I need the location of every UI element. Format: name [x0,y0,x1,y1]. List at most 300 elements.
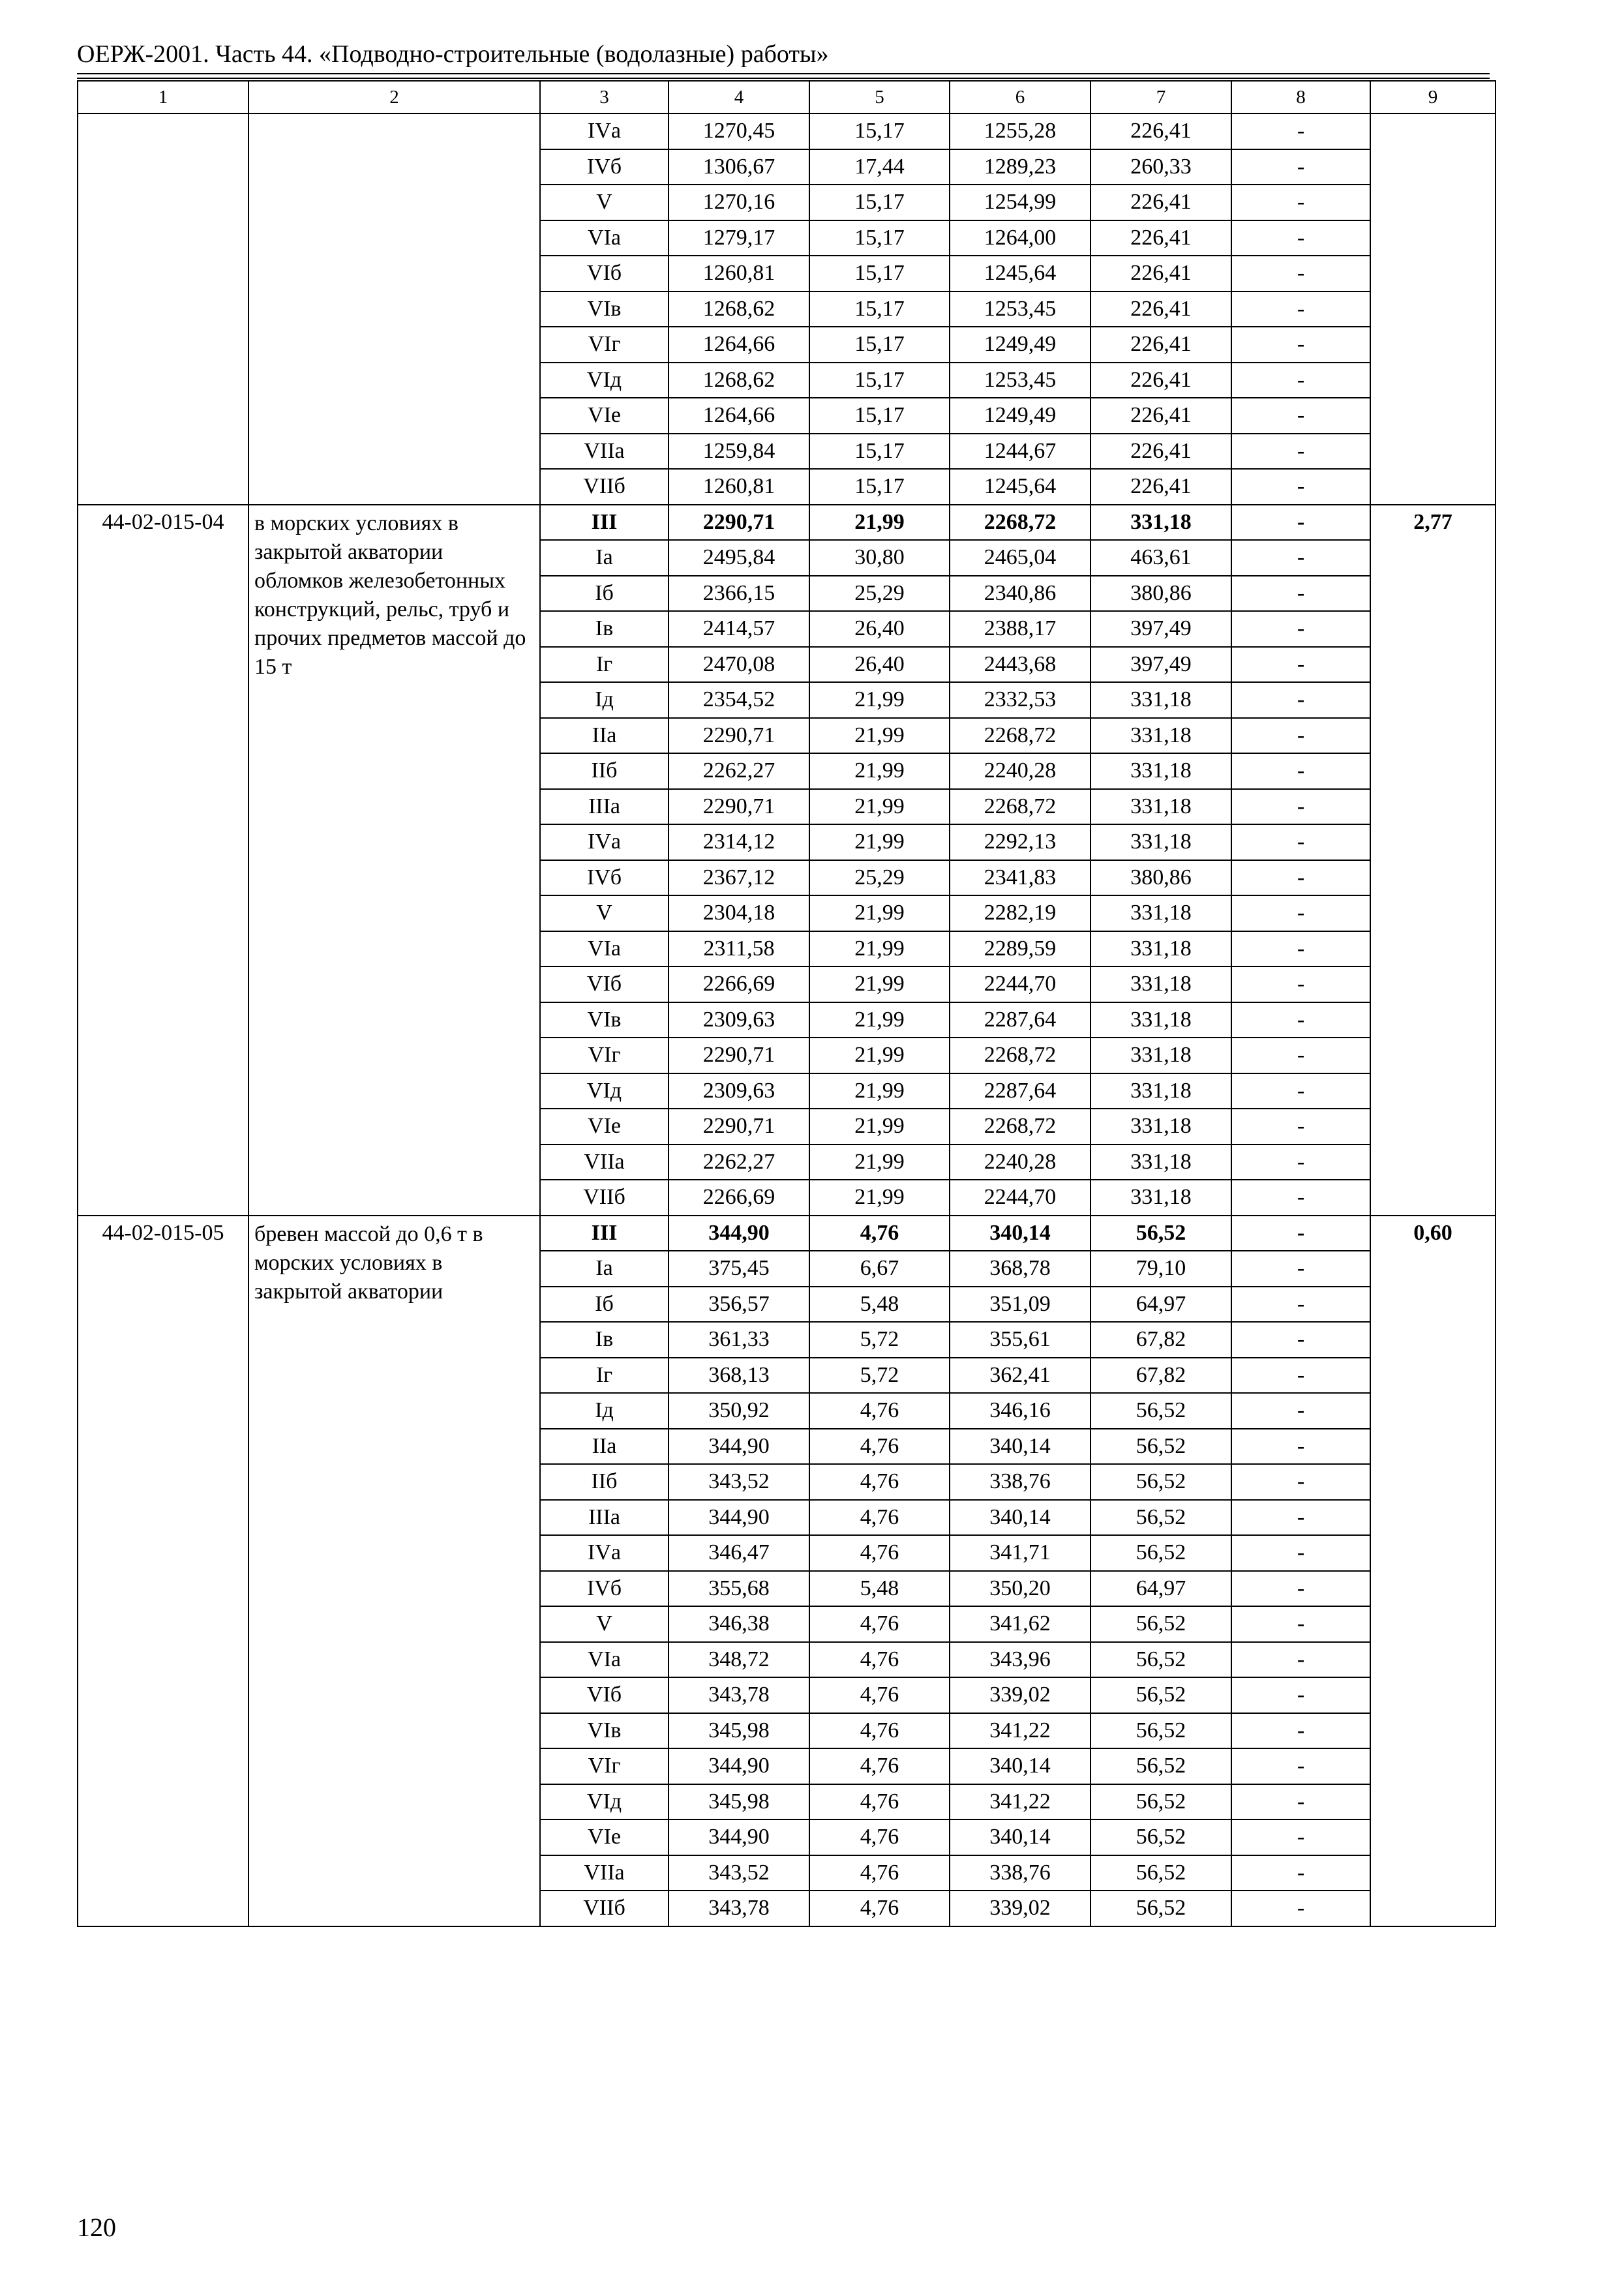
col4-cell: 368,13 [669,1358,809,1394]
col6-cell: 343,96 [950,1642,1090,1678]
zone-cell: VIд [540,363,669,398]
col7-cell: 56,52 [1090,1677,1231,1713]
col4-cell: 2366,15 [669,576,809,612]
col4-cell: 2290,71 [669,789,809,825]
rates-table-body [78,81,1496,1926]
col8-cell: - [1231,860,1370,896]
col4-cell: 2470,08 [669,647,809,683]
col5-cell: 21,99 [809,895,950,931]
col6-cell: 2443,68 [950,647,1090,683]
zone-cell: IIб [540,753,669,789]
zone-cell: VIг [540,1038,669,1073]
zone-cell: VIа [540,1642,669,1678]
zone-cell: Iа [540,1251,669,1287]
col5-cell: 21,99 [809,1073,950,1109]
col5-cell: 4,76 [809,1535,950,1571]
col6-cell: 338,76 [950,1855,1090,1891]
col6-cell: 339,02 [950,1891,1090,1926]
zone-cell: VIв [540,1713,669,1749]
zone-cell: VIа [540,220,669,256]
col5-cell: 21,99 [809,753,950,789]
col8-cell: - [1231,1677,1370,1713]
col7-cell: 331,18 [1090,505,1231,541]
col7-cell: 56,52 [1090,1429,1231,1465]
zone-cell: VIIа [540,1144,669,1180]
col7-cell: 56,52 [1090,1642,1231,1678]
col7-cell: 397,49 [1090,647,1231,683]
col5-cell: 15,17 [809,469,950,505]
zone-cell: VIIа [540,434,669,470]
col5-cell: 4,76 [809,1855,950,1891]
zone-cell: III [540,505,669,541]
zone-cell: V [540,185,669,220]
col4-cell: 2304,18 [669,895,809,931]
col7-cell: 397,49 [1090,611,1231,647]
col5-cell: 4,76 [809,1642,950,1678]
description-cell: бревен массой до 0,6 т в морских условиях в закрытой акватории [248,1216,540,1926]
zone-cell: Iв [540,611,669,647]
col7-cell: 226,41 [1090,185,1231,220]
col7-cell: 56,52 [1090,1393,1231,1429]
col6-cell: 341,71 [950,1535,1090,1571]
col8-cell: - [1231,363,1370,398]
code-cell [78,113,248,505]
description-cell [248,113,540,505]
col5-cell: 15,17 [809,113,950,149]
col8-cell: - [1231,966,1370,1002]
col4-cell: 2311,58 [669,931,809,967]
col7-cell: 331,18 [1090,966,1231,1002]
col6-cell: 1289,23 [950,149,1090,185]
col5-cell: 21,99 [809,789,950,825]
col5-cell: 4,76 [809,1891,950,1926]
col8-cell: - [1231,1002,1370,1038]
col7-cell: 331,18 [1090,753,1231,789]
col6-cell: 368,78 [950,1251,1090,1287]
col6-cell: 1245,64 [950,469,1090,505]
col4-cell: 355,68 [669,1571,809,1607]
col8-cell: - [1231,718,1370,754]
col4-cell: 350,92 [669,1393,809,1429]
zone-cell: IIIа [540,789,669,825]
zone-cell: VIб [540,1677,669,1713]
col5-cell: 21,99 [809,1038,950,1073]
col7-cell: 226,41 [1090,292,1231,327]
page-number: 120 [77,2213,116,2242]
col8-cell: - [1231,1891,1370,1926]
col5-cell: 4,76 [809,1748,950,1784]
col4-cell: 343,52 [669,1855,809,1891]
col5-cell: 6,67 [809,1251,950,1287]
col8-cell: - [1231,1535,1370,1571]
col5-cell: 30,80 [809,540,950,576]
col4-cell: 2290,71 [669,1109,809,1144]
col7-cell: 226,41 [1090,220,1231,256]
col7-cell: 56,52 [1090,1464,1231,1500]
col4-cell: 2495,84 [669,540,809,576]
col6-cell: 339,02 [950,1677,1090,1713]
col8-cell: - [1231,895,1370,931]
col6-cell: 340,14 [950,1216,1090,1251]
col6-cell: 351,09 [950,1287,1090,1323]
col6-cell: 338,76 [950,1464,1090,1500]
col5-cell: 21,99 [809,931,950,967]
col6-cell: 2268,72 [950,1109,1090,1144]
col6-cell: 340,14 [950,1748,1090,1784]
col4-cell: 346,38 [669,1606,809,1642]
col5-cell: 15,17 [809,327,950,363]
col4-cell: 344,90 [669,1748,809,1784]
col4-cell: 1270,45 [669,113,809,149]
col4-cell: 1306,67 [669,149,809,185]
col7-cell: 331,18 [1090,1144,1231,1180]
column-number-row [78,81,1496,113]
col4-cell: 2354,52 [669,682,809,718]
zone-cell: Iб [540,576,669,612]
col6-cell: 1264,00 [950,220,1090,256]
col6-cell: 1244,67 [950,434,1090,470]
zone-cell: IIб [540,1464,669,1500]
col4-cell: 2290,71 [669,1038,809,1073]
col5-cell: 15,17 [809,185,950,220]
col4-cell: 2262,27 [669,753,809,789]
col6-cell: 2244,70 [950,1180,1090,1216]
col5-cell: 4,76 [809,1677,950,1713]
col8-cell: - [1231,1180,1370,1216]
col7-cell: 56,52 [1090,1535,1231,1571]
table-row [78,113,1496,149]
col8-cell: - [1231,1571,1370,1607]
col8-cell: - [1231,540,1370,576]
col8-cell: - [1231,327,1370,363]
col8-cell: - [1231,1216,1370,1251]
col4-cell: 2262,27 [669,1144,809,1180]
col8-cell: - [1231,1393,1370,1429]
col4-cell: 1259,84 [669,434,809,470]
column-number: 8 [1231,81,1370,113]
col5-cell: 21,99 [809,1144,950,1180]
col6-cell: 2282,19 [950,895,1090,931]
col6-cell: 1249,49 [950,398,1090,434]
zone-cell: Iа [540,540,669,576]
col4-cell: 2290,71 [669,718,809,754]
col6-cell: 340,14 [950,1819,1090,1855]
col7-cell: 226,41 [1090,434,1231,470]
col5-cell: 21,99 [809,718,950,754]
col6-cell: 2287,64 [950,1002,1090,1038]
col8-cell: - [1231,753,1370,789]
col4-cell: 344,90 [669,1819,809,1855]
zone-cell: VIа [540,931,669,967]
column-number: 3 [540,81,669,113]
col6-cell: 2465,04 [950,540,1090,576]
col7-cell: 331,18 [1090,824,1231,860]
col6-cell: 2341,83 [950,860,1090,896]
col8-cell: - [1231,185,1370,220]
col8-cell: - [1231,647,1370,683]
zone-cell: IVа [540,824,669,860]
col6-cell: 2287,64 [950,1073,1090,1109]
col4-cell: 1268,62 [669,363,809,398]
col4-cell: 344,90 [669,1500,809,1536]
col5-cell: 4,76 [809,1216,950,1251]
col5-cell: 17,44 [809,149,950,185]
col5-cell: 21,99 [809,1109,950,1144]
code-cell: 44-02-015-04 [78,505,248,1216]
zone-cell: VIIб [540,469,669,505]
col8-cell: - [1231,149,1370,185]
col7-cell: 226,41 [1090,113,1231,149]
col6-cell: 1254,99 [950,185,1090,220]
col8-cell: - [1231,1784,1370,1820]
zone-cell: VIе [540,398,669,434]
col7-cell: 56,52 [1090,1500,1231,1536]
zone-cell: Iг [540,647,669,683]
col7-cell: 331,18 [1090,931,1231,967]
col5-cell: 15,17 [809,256,950,292]
col8-cell: - [1231,1251,1370,1287]
col5-cell: 5,72 [809,1358,950,1394]
col7-cell: 331,18 [1090,718,1231,754]
zone-cell: VIIб [540,1891,669,1926]
col4-cell: 346,47 [669,1535,809,1571]
col7-cell: 56,52 [1090,1216,1231,1251]
col5-cell: 5,48 [809,1287,950,1323]
column-number: 7 [1090,81,1231,113]
zone-cell: IIа [540,1429,669,1465]
table-row [78,505,1496,541]
zone-cell: Iг [540,1358,669,1394]
zone-cell: VIв [540,1002,669,1038]
col5-cell: 21,99 [809,1002,950,1038]
col8-cell: - [1231,1287,1370,1323]
col7-cell: 331,18 [1090,1180,1231,1216]
rates-table [77,80,1496,1927]
col6-cell: 1245,64 [950,256,1090,292]
col5-cell: 15,17 [809,434,950,470]
col8-cell: - [1231,1358,1370,1394]
col4-cell: 1270,16 [669,185,809,220]
zone-cell: IVа [540,113,669,149]
col7-cell: 331,18 [1090,682,1231,718]
code-cell: 44-02-015-05 [78,1216,248,1926]
zone-cell: VIе [540,1819,669,1855]
column-number: 4 [669,81,809,113]
col6-cell: 340,14 [950,1500,1090,1536]
col4-cell: 348,72 [669,1642,809,1678]
col9-cell: 0,60 [1370,1216,1496,1926]
col6-cell: 341,22 [950,1713,1090,1749]
col6-cell: 2268,72 [950,1038,1090,1073]
col5-cell: 4,76 [809,1784,950,1820]
col5-cell: 4,76 [809,1713,950,1749]
col9-cell [1370,113,1496,505]
col8-cell: - [1231,611,1370,647]
col5-cell: 15,17 [809,398,950,434]
col8-cell: - [1231,1642,1370,1678]
col5-cell: 21,99 [809,824,950,860]
col4-cell: 1264,66 [669,327,809,363]
col4-cell: 361,33 [669,1322,809,1358]
col6-cell: 2268,72 [950,718,1090,754]
col6-cell: 2340,86 [950,576,1090,612]
col8-cell: - [1231,1748,1370,1784]
col7-cell: 260,33 [1090,149,1231,185]
col7-cell: 226,41 [1090,327,1231,363]
col7-cell: 56,52 [1090,1748,1231,1784]
col4-cell: 345,98 [669,1713,809,1749]
col4-cell: 1279,17 [669,220,809,256]
col5-cell: 21,99 [809,682,950,718]
col4-cell: 1264,66 [669,398,809,434]
col5-cell: 4,76 [809,1464,950,1500]
col8-cell: - [1231,1606,1370,1642]
col8-cell: - [1231,1429,1370,1465]
col6-cell: 340,14 [950,1429,1090,1465]
col8-cell: - [1231,1855,1370,1891]
col8-cell: - [1231,220,1370,256]
zone-cell: IVб [540,860,669,896]
column-number: 9 [1370,81,1496,113]
zone-cell: VIв [540,292,669,327]
col4-cell: 343,78 [669,1677,809,1713]
col8-cell: - [1231,398,1370,434]
col6-cell: 1253,45 [950,363,1090,398]
col6-cell: 362,41 [950,1358,1090,1394]
col7-cell: 56,52 [1090,1819,1231,1855]
zone-cell: IIа [540,718,669,754]
col6-cell: 2388,17 [950,611,1090,647]
col7-cell: 56,52 [1090,1713,1231,1749]
zone-cell: IVа [540,1535,669,1571]
col8-cell: - [1231,1144,1370,1180]
col5-cell: 25,29 [809,860,950,896]
zone-cell: IIIа [540,1500,669,1536]
col6-cell: 1255,28 [950,113,1090,149]
col8-cell: - [1231,682,1370,718]
col7-cell: 79,10 [1090,1251,1231,1287]
col8-cell: - [1231,434,1370,470]
col6-cell: 2332,53 [950,682,1090,718]
zone-cell: VIIб [540,1180,669,1216]
col7-cell: 67,82 [1090,1322,1231,1358]
col6-cell: 2292,13 [950,824,1090,860]
col8-cell: - [1231,113,1370,149]
col7-cell: 380,86 [1090,576,1231,612]
col4-cell: 2309,63 [669,1002,809,1038]
col6-cell: 2240,28 [950,753,1090,789]
col7-cell: 56,52 [1090,1891,1231,1926]
page-header [77,39,1490,69]
col4-cell: 2367,12 [669,860,809,896]
zone-cell: IVб [540,149,669,185]
col5-cell: 15,17 [809,220,950,256]
col7-cell: 56,52 [1090,1855,1231,1891]
col8-cell: - [1231,256,1370,292]
column-number: 2 [248,81,540,113]
col7-cell: 56,52 [1090,1784,1231,1820]
col6-cell: 2244,70 [950,966,1090,1002]
col4-cell: 2309,63 [669,1073,809,1109]
col8-cell: - [1231,1713,1370,1749]
zone-cell: VIе [540,1109,669,1144]
col8-cell: - [1231,789,1370,825]
zone-cell: VIб [540,256,669,292]
col6-cell: 1249,49 [950,327,1090,363]
col9-cell: 2,77 [1370,505,1496,1216]
col4-cell: 343,52 [669,1464,809,1500]
col5-cell: 25,29 [809,576,950,612]
zone-cell: VIд [540,1784,669,1820]
zone-cell: VIб [540,966,669,1002]
zone-cell: Iд [540,682,669,718]
col6-cell: 341,62 [950,1606,1090,1642]
col6-cell: 1253,45 [950,292,1090,327]
col7-cell: 64,97 [1090,1287,1231,1323]
col5-cell: 15,17 [809,363,950,398]
col8-cell: - [1231,576,1370,612]
col7-cell: 67,82 [1090,1358,1231,1394]
col5-cell: 26,40 [809,611,950,647]
col8-cell: - [1231,1819,1370,1855]
col7-cell: 331,18 [1090,1038,1231,1073]
col4-cell: 2290,71 [669,505,809,541]
col5-cell: 21,99 [809,505,950,541]
zone-cell: Iб [540,1287,669,1323]
col8-cell: - [1231,1038,1370,1073]
col8-cell: - [1231,931,1370,967]
col5-cell: 4,76 [809,1393,950,1429]
col7-cell: 226,41 [1090,256,1231,292]
col5-cell: 5,48 [809,1571,950,1607]
col8-cell: - [1231,1322,1370,1358]
description-cell: в морских условиях в закрытой акватории обломков железобетонных конструкций, рельс, труб и прочих предметов массой до 15 т [248,505,540,1216]
col4-cell: 2314,12 [669,824,809,860]
col5-cell: 26,40 [809,647,950,683]
col5-cell: 4,76 [809,1429,950,1465]
zone-cell: III [540,1216,669,1251]
col7-cell: 331,18 [1090,789,1231,825]
col4-cell: 1260,81 [669,256,809,292]
column-number: 6 [950,81,1090,113]
col4-cell: 2266,69 [669,1180,809,1216]
zone-cell: VIг [540,1748,669,1784]
col7-cell: 226,41 [1090,363,1231,398]
col5-cell: 21,99 [809,1180,950,1216]
col4-cell: 375,45 [669,1251,809,1287]
col8-cell: - [1231,469,1370,505]
column-number: 1 [78,81,248,113]
document-title: ОЕРЖ-2001. Часть 44. «Подводно-строительные (водолазные) работы» [77,40,829,68]
col4-cell: 356,57 [669,1287,809,1323]
zone-cell: Iд [540,1393,669,1429]
col4-cell: 345,98 [669,1784,809,1820]
col6-cell: 346,16 [950,1393,1090,1429]
col7-cell: 463,61 [1090,540,1231,576]
header-rule-bottom [77,78,1490,79]
zone-cell: IVб [540,1571,669,1607]
col8-cell: - [1231,1464,1370,1500]
col5-cell: 21,99 [809,966,950,1002]
col6-cell: 2289,59 [950,931,1090,967]
col6-cell: 2268,72 [950,505,1090,541]
col8-cell: - [1231,1109,1370,1144]
col7-cell: 331,18 [1090,1002,1231,1038]
col4-cell: 344,90 [669,1216,809,1251]
col6-cell: 355,61 [950,1322,1090,1358]
column-number: 5 [809,81,950,113]
col4-cell: 343,78 [669,1891,809,1926]
